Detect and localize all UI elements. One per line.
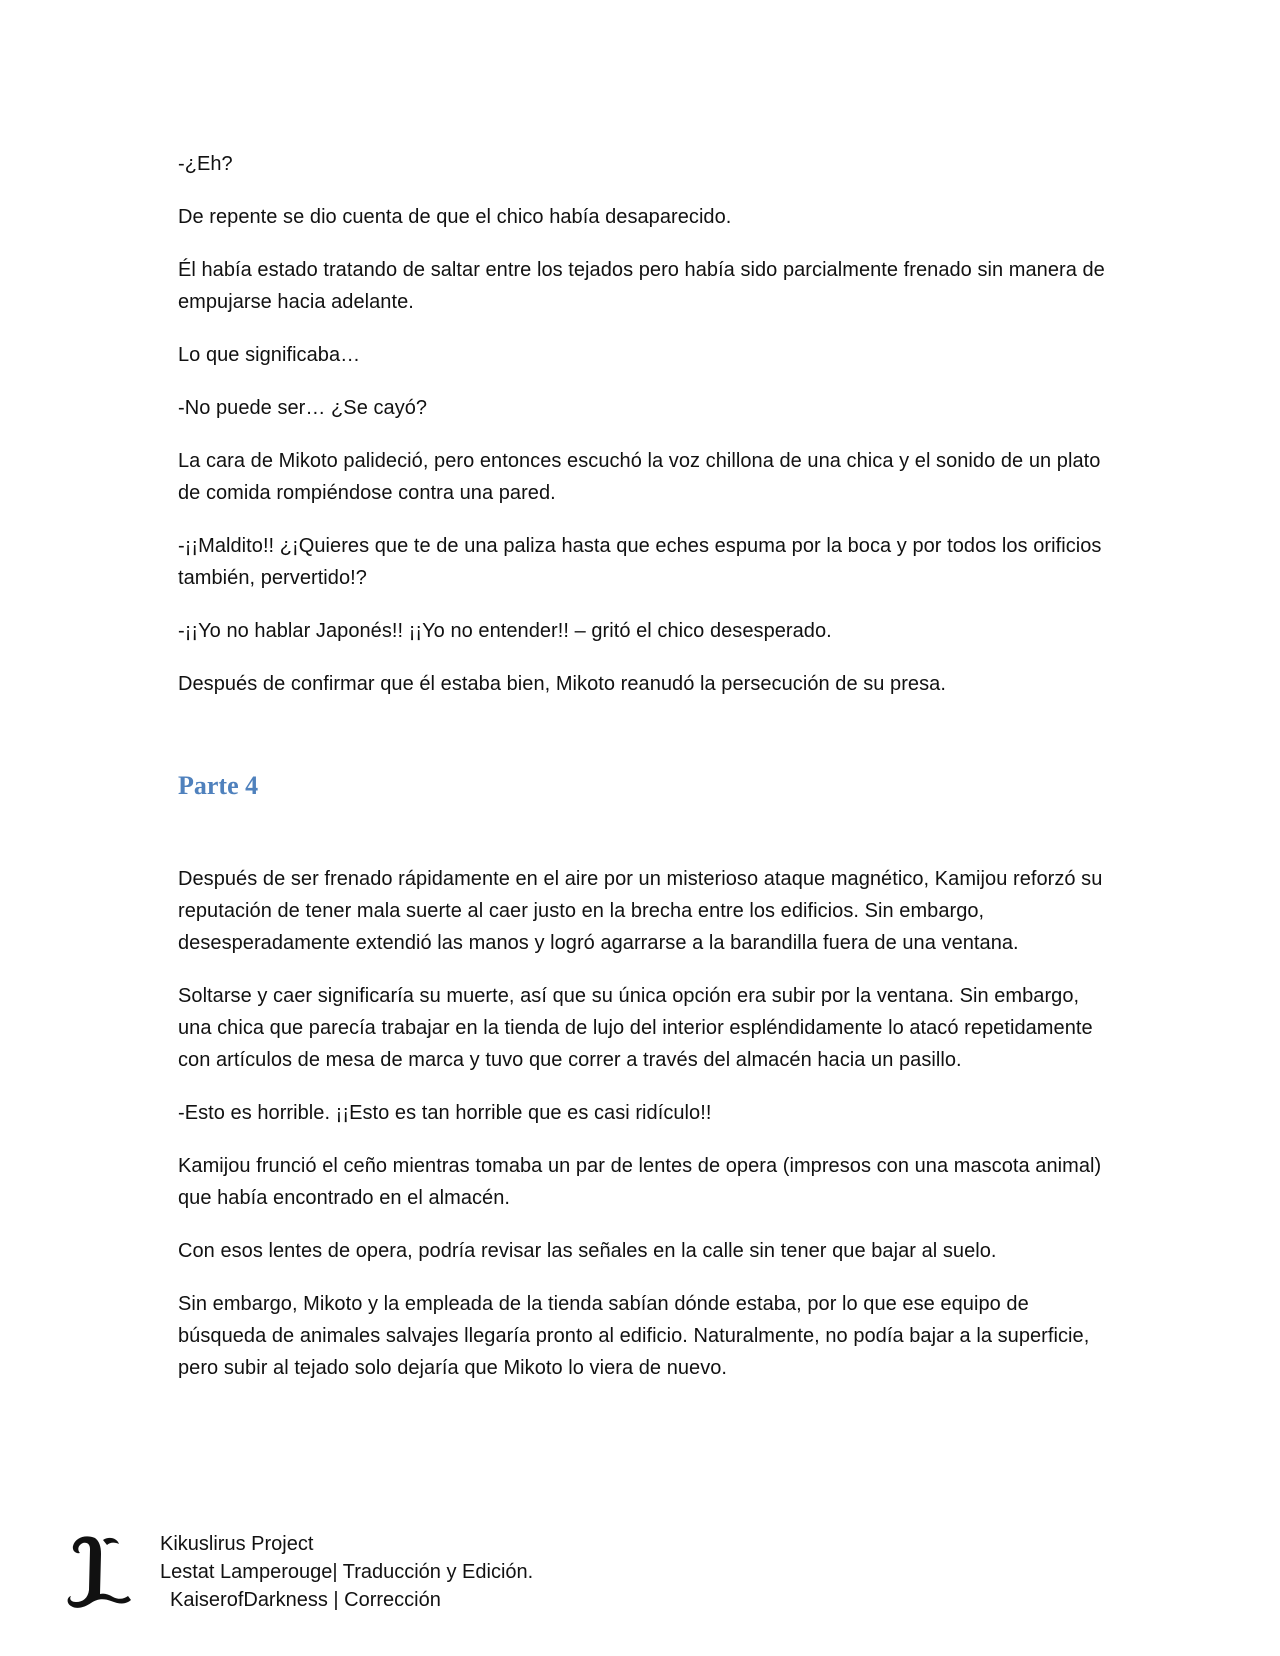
paragraph: La cara de Mikoto palideció, pero entonces escuchó la voz chillona de una chica y el sonido de un plato de comida rompiéndose contra una pared. (178, 450, 1101, 504)
paragraph: Con esos lentes de opera, podría revisar las señales en la calle sin tener que bajar al suelo. (178, 1240, 997, 1262)
paragraph: Sin embargo, Mikoto y la empleada de la tienda sabían dónde estaba, por lo que ese equipo de búsqueda de animales salvajes llegaría pronto al edificio. Naturalmente, no podía bajar a la superficie, pero subir al tejado solo dejaría que Mikoto lo viera de nuevo. (178, 1293, 1090, 1379)
document-body (178, 148, 1108, 1405)
page-footer (60, 1530, 760, 1640)
paragraph: Después de confirmar que él estaba bien, Mikoto reanudó la persecución de su presa. (178, 673, 946, 695)
paragraph: Soltarse y caer significaría su muerte, así que su única opción era subir por la ventana. Sin embargo, una chica que parecía trabajar en la tienda de lujo del interior espléndidamente lo atacó repetidamente con artículos de mesa de marca y tuvo que correr a través del almacén hacia un pasillo. (178, 985, 1093, 1071)
gothic-letter-l-icon (65, 1532, 135, 1612)
paragraph: -No puede ser… ¿Se cayó? (178, 397, 428, 419)
paragraph: Él había estado tratando de saltar entre los tejados pero había sido parcialmente frenado sin manera de empujarse hacia adelante. (178, 259, 1105, 313)
paragraph: -Esto es horrible. ¡¡Esto es tan horrible que es casi ridículo!! (178, 1102, 712, 1124)
paragraph: Lo que significaba… (178, 344, 361, 366)
credits (160, 1530, 533, 1614)
credit-line-correction: KaiserofDarkness | Corrección (170, 1589, 441, 1611)
credit-line-project: Kikuslirus Project (160, 1533, 314, 1555)
paragraph: Después de ser frenado rápidamente en el aire por un misterioso ataque magnético, Kamijou reforzó su reputación de tener mala suerte al caer justo en la brecha entre los edificios. Sin embargo, desesperadamente extendió las manos y logró agarrarse a la barandilla fuera de una ventana. (178, 868, 1103, 954)
paragraph: -¡¡Yo no hablar Japonés!! ¡¡Yo no entender!! – gritó el chico desesperado. (178, 620, 832, 642)
paragraph: Kamijou frunció el ceño mientras tomaba un par de lentes de opera (impresos con una mascota animal) que había encontrado en el almacén. (178, 1155, 1102, 1209)
paragraph: -¡¡Maldito!! ¿¡Quieres que te de una paliza hasta que eches espuma por la boca y por todos los orificios también, pervertido!? (178, 535, 1102, 589)
credit-line-translation: Lestat Lamperouge| Traducción y Edición. (160, 1561, 534, 1583)
section-heading: Parte 4 (178, 771, 259, 800)
section-body (178, 863, 1108, 1384)
paragraph: -¿Eh? (178, 153, 233, 175)
paragraph: De repente se dio cuenta de que el chico había desaparecido. (178, 206, 732, 228)
